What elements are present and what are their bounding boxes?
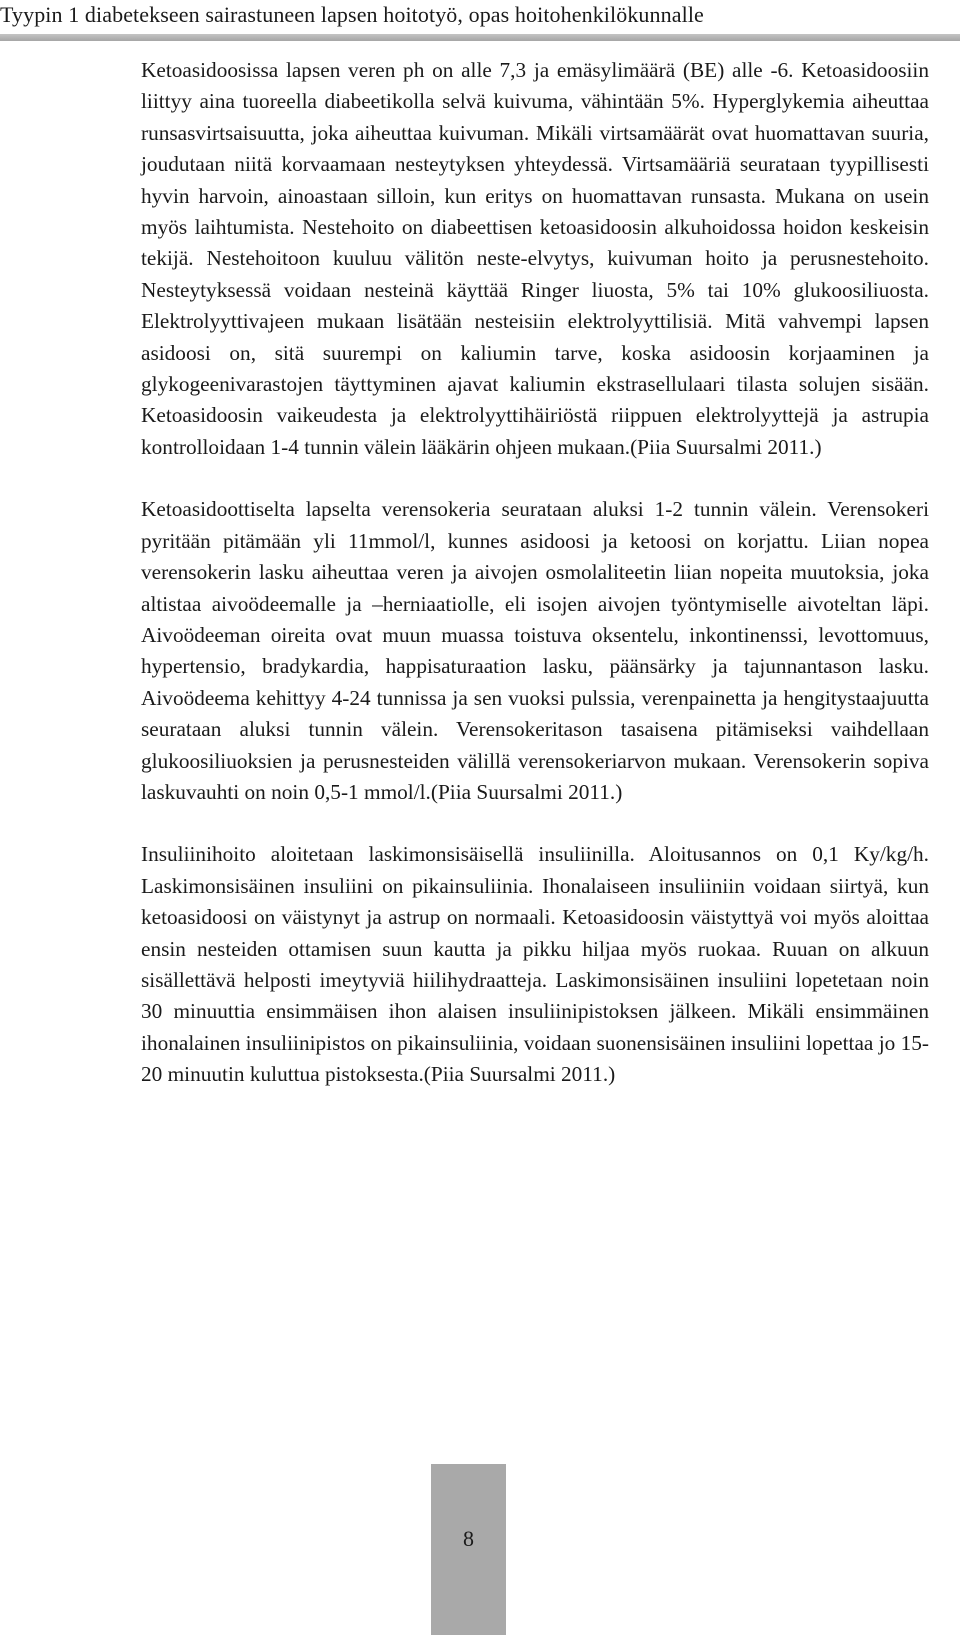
page-header (0, 0, 960, 43)
body-text (141, 55, 929, 1122)
paragraph-ketoacidosis-fluids: Ketoasidoosissa lapsen veren ph on alle 7,3 ja emäsylimäärä (BE) alle -6. Ketoasidoosiin liittyy aina tuoreella diabeetikolla selvä kuivuma, vähintään 5%. Hyperglykemia aiheuttaa runsasvirtsaisuutta, joka aiheuttaa kuivuman. Mikäli virtsamäärät ovat huomattavan suuria, joudutaan niitä korvaamaan nesteytyksen yhteydessä. Virtsamääriä seurataan tyypillisesti hyvin harvoin, ainoastaan silloin, kun eritys on huomattavan runsasta. Mukana on usein myös laihtumista. Nestehoito on diabeettisen ketoasidoosin alkuhoidossa hoidon keskeisin tekijä. Nestehoitoon kuuluu välitön neste-elvytys, kuivuman hoito ja perusnestehoito. Nesteytyksessä voidaan nesteinä käyttää Ringer liuosta, 5% tai 10% glukoosiliuosta. Elektrolyyttivajeen mukaan lisätään nesteisiin elektrolyyttilisiä. Mitä vahvempi lapsen asidoosi on, sitä suurempi on kaliumin tarve, koska asidoosin korjaaminen ja glykogeenivarastojen täyttyminen ajavat kaliumin ekstrasellulaari tilasta solujen sisään. Ketoasidoosin vaikeudesta ja elektrolyyttihäiriöstä riippuen elektrolyyttejä ja astrupia kontrolloidaan 1-4 tunnin välein lääkärin ohjeen mukaan.(Piia Suursalmi 2011.) (141, 58, 929, 459)
document-title: Tyypin 1 diabetekseen sairastuneen lapsen hoitotyö, opas hoitohenkilökunnalle (0, 2, 704, 27)
header-rule (0, 34, 960, 41)
paragraph-insulin-therapy: Insuliinihoito aloitetaan laskimonsisäisellä insuliinilla. Aloitusannos on 0,1 Ky/kg/h. Laskimonsisäinen insuliini on pikainsuliinia. Ihonalaiseen insuliiniin voidaan siirtyä, kun ketoasidoosi on väistynyt ja astrup on normaali. Ketoasidoosin väistyttyä voi myös aloittaa ensin nesteiden ottamisen suun kautta ja pikku hiljaa myös ruokaa. Ruuan on alkuun sisällettävä helposti imeytyviä hiilihydraatteja. Laskimonsisäinen insuliini lopetetaan noin 30 minuuttia ensimmäisen ihon alaisen insuliinipistoksen jälkeen. Mikäli ensimmäinen ihonalainen insuliinipistos on pikainsuliinia, voidaan suonensisäinen insuliini lopettaa jo 15-20 minuutin kuluttua pistoksesta.(Piia Suursalmi 2011.) (141, 842, 929, 1087)
page-number-box (431, 1464, 506, 1635)
paragraph-blood-glucose-monitoring: Ketoasidoottiselta lapselta verensokeria seurataan aluksi 1-2 tunnin välein. Verensokeri pyritään pitämään yli 11mmol/l, kunnes asidoosi ja ketoosi on korjattu. Liian nopea verensokerin lasku aiheuttaa veren ja aivojen osmolaliteetin liian nopeita muutoksia, joka altistaa aivoödeemalle ja –herniaatiolle, eli isojen aivojen työntymiselle aivoteltan läpi. Aivoödeeman oireita ovat muun muassa toistuva oksentelu, inkontinenssi, levottomuus, hypertensio, bradykardia, happisaturaation lasku, päänsärky ja tajunnantason lasku. Aivoödeema kehittyy 4-24 tunnissa ja sen vuoksi pulssia, verenpainetta ja hengitystaajuutta seurataan aluksi tunnin välein. Verensokeritason tasaisena pitämiseksi vaihdellaan glukoosiliuoksien ja perusnesteiden välillä verensokeriarvon mukaan. Verensokerin sopiva laskuvauhti on noin 0,5-1 mmol/l.(Piia Suursalmi 2011.) (141, 497, 929, 804)
page-number: 8 (463, 1526, 474, 1551)
